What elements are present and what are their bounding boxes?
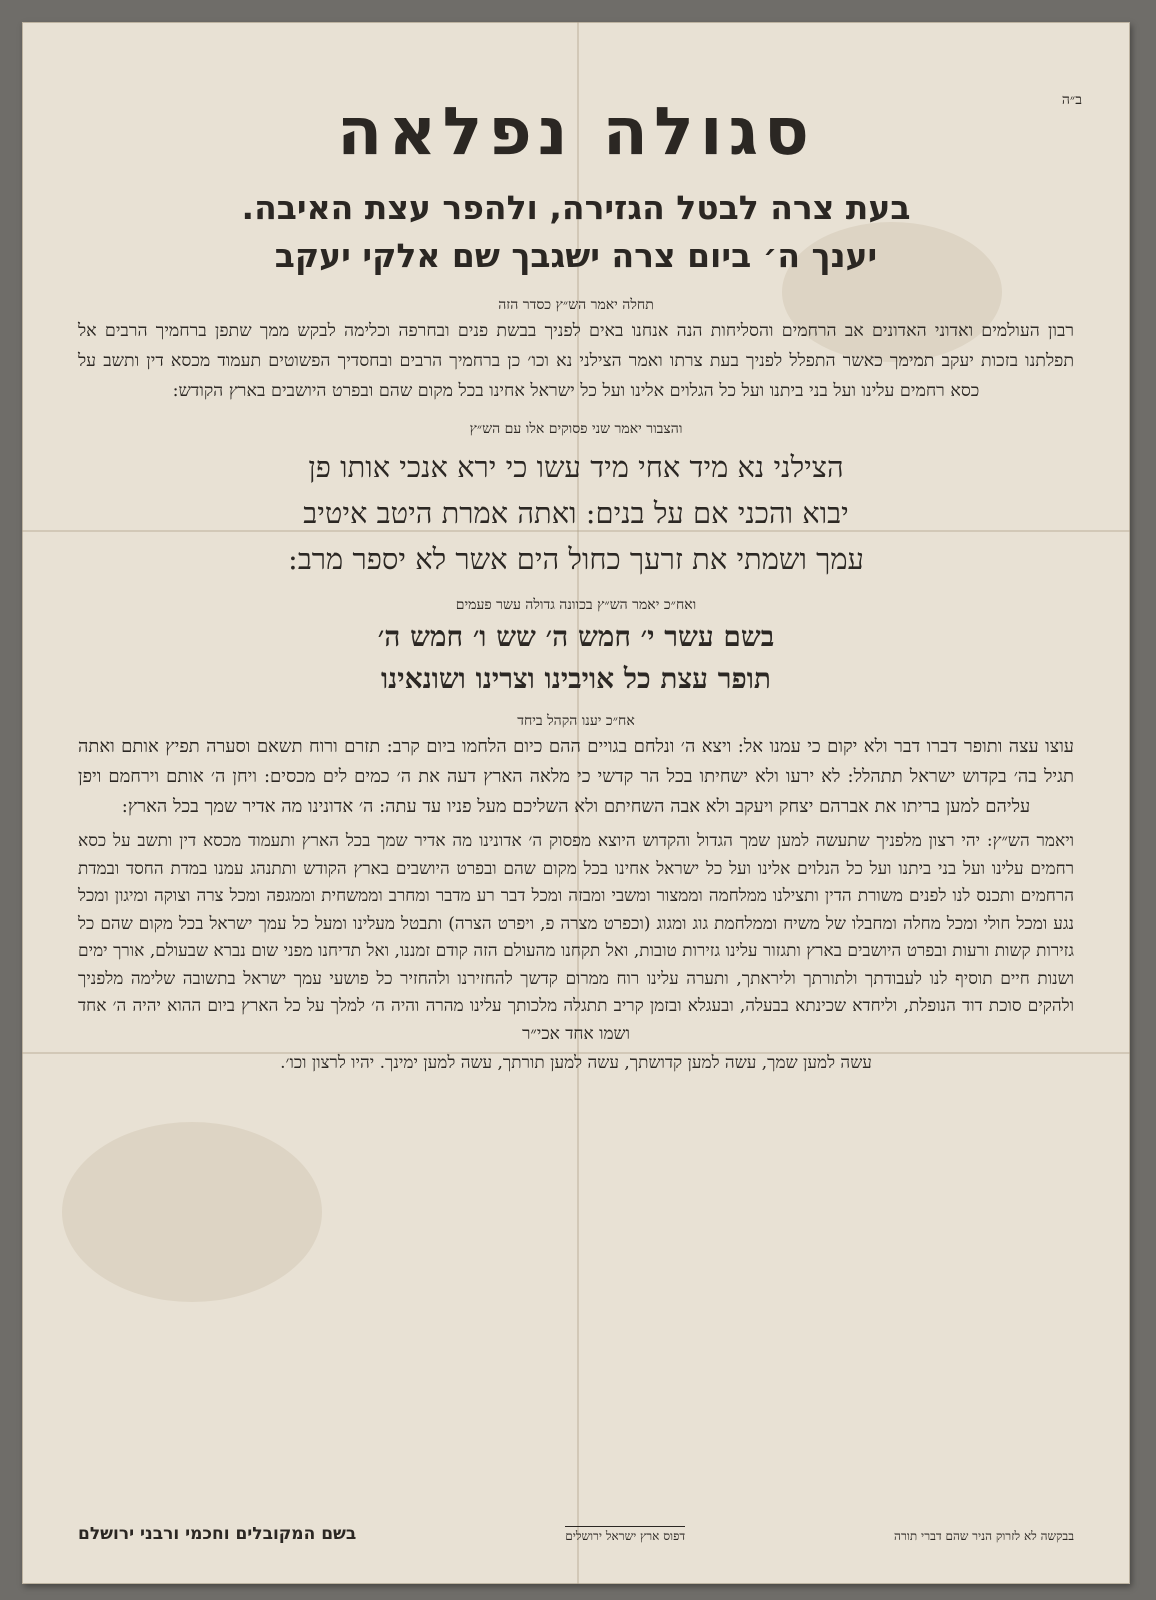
poster-content (78, 92, 1082, 1544)
footer-printer: דפוס ארץ ישראל ירושלים (565, 1526, 685, 1544)
instruction-label-4: אח״כ יענו הקהל ביחד (517, 713, 635, 729)
verse-line: יבוא והכני אם על בנים: ואתה אמרת היטב איטיב (303, 496, 849, 530)
prayer-paragraph-2: עוצו עצה ותופר דברו דבר ולא יקום כי עמנו אל: ויצא ה׳ ונלחם בגויים ההם כיום הלחמו ביום קרב: תזרם ורוח תשאם וסערה תפיץ אותם ואתה תגיל בה׳ בקדוש ישראל תתהלל: לא ירעו ולא ישחיתו בכל הר קדשי כי מלאה הארץ דעה את ה׳ כמים לים מכסים: ויחן ה׳ אותם וירחמם ויפן עליהם למען בריתו את אברהם יצחק ויעקב ולא אבה השחיתם ולא השליכם מעל פניו עד עתה: ה׳ אדונינו מה אדיר שמך בכל הארץ: (78, 736, 1074, 817)
verse-line: עמך ושמתי את זרעך כחול הים אשר לא יספר מרב: (288, 542, 864, 576)
divine-name-line: בשם עשר י׳ חמש ה׳ שש ו׳ חמש ה׳ (377, 620, 775, 653)
poster-footer (78, 1524, 1074, 1544)
prayer-paragraph-1: רבון העולמים ואדוני האדונים אב הרחמים והסליחות הנה אנחנו באים לפניך בבשת פנים ובחרפה וכלימה לבקש ממך שתפן ברחמיך הרבים אל תפלתנו בזכות יעקב תמימך כאשר התפלל לפניך בעת צרתו ואמר הצילני נא וכו׳ כן ברחמיך הרבים ובחסדיך הפשוטים תעמוד מכסא דין ותשב על כסא רחמים עלינו ועל בני ביתנו ועל כל הגלוים אלינו ועל כל ישראל אחינו בכל מקום שהם ובפרט היושבים בארץ הקודש: (78, 321, 1074, 401)
instruction-label-1: תחלה יאמר הש״ץ כסדר הזה (498, 297, 654, 313)
footer-signature: בשם המקובלים וחכמי ורבני ירושלם (78, 1524, 357, 1544)
instruction-label-3: ואח״כ יאמר הש״ץ בכוונה גדולה עשר פעמים (455, 597, 697, 613)
poster-subtitle-2: יענך ה׳ ביום צרה ישגבך שם אלקי יעקב (274, 236, 878, 275)
footer-request-note: בבקשה לא לזרוק הניר שהם דברי תורה (894, 1529, 1074, 1543)
closing-line: עשה למען שמך, עשה למען קדושתך, עשה למען תורתך, עשה למען ימינך. יהיו לרצון וכו׳. (280, 1053, 872, 1073)
poster-sheet (22, 22, 1130, 1584)
poster-title: סגולה נפלאה (337, 93, 815, 170)
divine-name-line: תופר עצת כל אויבינו וצרינו ושונאינו (381, 662, 771, 695)
corner-mark: ב״ה (1061, 92, 1082, 108)
instruction-label-2: והצבור יאמר שני פסוקים אלו עם הש״ץ (469, 421, 683, 437)
prayer-paragraph-3: ויאמר הש״ץ: יהי רצון מלפניך שתעשה למען שמך הגדול והקדוש היוצא מפסוק ה׳ אדונינו מה אדיר שמך בכל הארץ ותעמוד מכסא דין ותשב על כסא רחמים עלינו ועל בני ביתנו ועל כל הנלוים אלינו ועל כל ישראל אחינו בכל מקום שהם ובפרט היושבים בארץ הקודש ותתנהג עמנו במדת החסד ובמדת הרחמים ותכנס לנו לפנים משורת הדין ותצילנו ממלחמה וממצור ומשבי ומבזה ומכל דבר רע מדבר ומחרב וממשחית וממגפה ומכל צרה וצוקה ומיגון ומכל נגע ומכל חולי ומכל מחלה ומחבלו של משיח וממלחמת גוג ומגוג (וכפרט מצרה פ, ויפרט הצרה) ותבטל מעלינו ומעל כל עמך ישראל בכל מקום שהם כל גזירות קשות ורעות ובפרט היושבים בארץ ותגזור עלינו גזירות טובות, ואל תקחנו מהעולם הזה קודם זמננו, ואל תדיחנו מפני שום נברא שבעולם, אורך ימים ושנות חיים תוסיף לנו לעבודתך ולתורתך וליראתך, ותערה עלינו רוח ממרום קדשך להחזירנו ולהחזיר כל פושעי עמך ישראל בתשובה שלימה מלפניך ולהקים סוכת דוד הנופלת, וליחדא שכינתא בבעלה, ובעגלא ובזמן קריב תתגלה מלכותך עלינו מהרה והיה ה׳ למלך על כל הארץ ביום ההוא יהיה ה׳ אחד ושמו אחד אכי״ר (78, 831, 1075, 1044)
poster-subtitle-1: בעת צרה לבטל הגזירה, ולהפר עצת האיבה. (241, 188, 911, 227)
verse-line: הצילני נא מיד אחי מיד עשו כי ירא אנכי אותו פן (308, 450, 844, 484)
